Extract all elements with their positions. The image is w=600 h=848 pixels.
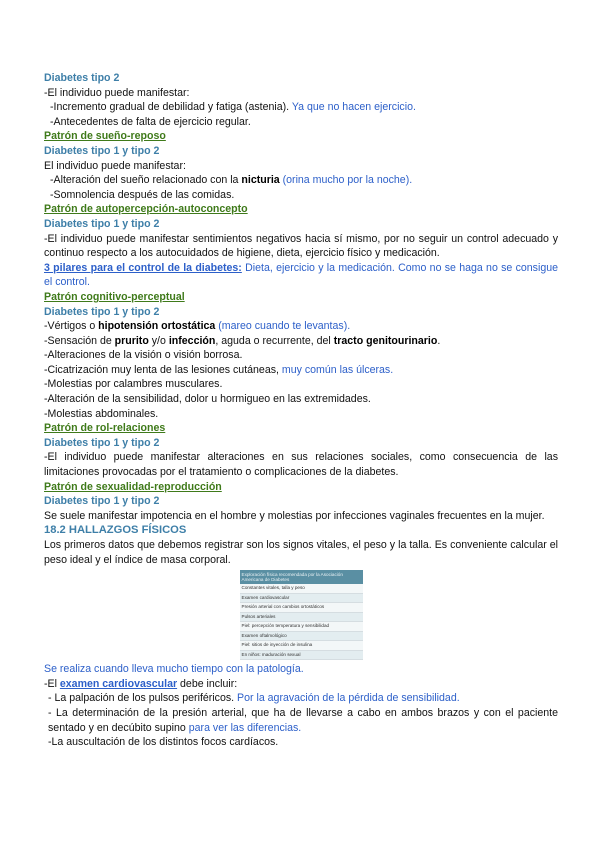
- table-row: Piel: sitios de inyección de insulina: [240, 641, 363, 651]
- table-row: En niños: maduración sexual: [240, 650, 363, 660]
- blue-note: (mareo cuando te levantas).: [215, 320, 351, 333]
- bold-term: prurito: [114, 334, 149, 347]
- list-item: [44, 691, 558, 706]
- pattern-heading-role: Patrón de rol-relaciones: [44, 422, 166, 435]
- table-row: Pulsos arteriales: [240, 612, 363, 622]
- list-item: -La auscultación de los distintos focos cardíacos.: [48, 736, 279, 749]
- item-text: -El: [44, 677, 60, 690]
- item-text: .: [437, 334, 441, 347]
- item-text: -Alteración del sueño relacionado con la: [50, 174, 242, 187]
- item-text: y/o: [148, 334, 169, 347]
- heading-diabetes-types: Diabetes tipo 1 y tipo 2: [44, 436, 160, 449]
- blue-note: Dieta, ejercicio y la medicación. Como no se haga no se consigue el control.: [44, 261, 558, 289]
- blue-note: Ya que no hacen ejercicio.: [289, 101, 416, 114]
- exam-intro: [44, 677, 558, 692]
- document-page: [44, 71, 558, 750]
- pattern-heading-cognitive: Patrón cognitivo-perceptual: [44, 290, 185, 303]
- item-text: - La palpación de los pulsos periféricos.: [48, 692, 235, 705]
- list-item: [44, 334, 558, 349]
- pattern-heading-sexuality: Patrón de sexualidad-reproducción: [44, 480, 222, 493]
- list-item: -Alteraciones de la visión o visión borrosa.: [44, 349, 243, 362]
- heading-diabetes-types: Diabetes tipo 1 y tipo 2: [44, 217, 160, 230]
- item-text: debe incluir:: [177, 677, 238, 690]
- exam-table-wrapper: [44, 570, 558, 660]
- heading-diabetes-type2: Diabetes tipo 2: [44, 72, 120, 84]
- exam-term: examen cardiovascular: [59, 677, 178, 690]
- table-row: Constantes vitales, talla y peso: [240, 584, 363, 593]
- blue-note: muy común las úlceras.: [278, 363, 394, 376]
- item-text: -Sensación de: [44, 334, 115, 347]
- paragraph: Los primeros datos que debemos registrar son los signos vitales, el peso y la talla. Es conveniente calcular el peso ideal y el índice de masa corporal.: [44, 539, 558, 566]
- list-item: -Somnolencia después de las comidas.: [50, 188, 235, 201]
- intro-line: -El individuo puede manifestar:: [44, 86, 190, 99]
- pilares-heading: 3 pilares para el control de la diabetes:: [44, 261, 242, 274]
- list-item: [44, 100, 558, 115]
- heading-diabetes-types: Diabetes tipo 1 y tipo 2: [44, 495, 160, 508]
- blue-note: para ver las diferencias.: [185, 721, 302, 734]
- list-item: [44, 319, 558, 334]
- table-header: Exploración física recomendada por la Asociación Americana de Diabetes: [240, 570, 363, 584]
- item-text: - La determinación de la presión arterial, que ha de llevarse a cabo en ambos brazos y con el paciente sentado y en decúbito supino: [48, 706, 558, 734]
- table-row: Examen oftalmológico: [240, 631, 363, 641]
- table-row: Presión arterial con cambios ortostáticos: [240, 603, 363, 613]
- bold-term: nicturia: [241, 174, 280, 187]
- list-item: [44, 706, 558, 735]
- blue-note: Por la agravación de la pérdida de sensibilidad.: [234, 692, 460, 705]
- item-text: -Cicatrización muy lenta de las lesiones cutáneas,: [44, 363, 279, 376]
- paragraph: -El individuo puede manifestar sentimientos negativos hacia sí mismo, por no seguir un control adecuado y continuo respecto a los autocuidados de higiene, dieta, ejercicio físico y medicación.: [44, 232, 558, 260]
- pattern-heading-selfperception: Patrón de autopercepción-autoconcepto: [44, 203, 248, 216]
- bold-term: hipotensión ortostática: [98, 320, 216, 333]
- table-row: Piel: percepción temperatura y sensibilidad: [240, 622, 363, 632]
- section-title-physical-findings: 18.2 HALLAZGOS FÍSICOS: [44, 524, 187, 537]
- bold-term: tracto genitourinario: [333, 334, 438, 347]
- list-item: -Molestias abdominales.: [44, 407, 159, 420]
- table-note: Se realiza cuando lleva mucho tiempo con la patología.: [44, 663, 304, 676]
- item-text: -Incremento gradual de debilidad y fatiga (astenia).: [50, 101, 290, 114]
- blue-note: (orina mucho por la noche).: [279, 174, 413, 187]
- exam-table: [240, 570, 363, 660]
- pattern-heading-sleep: Patrón de sueño-reposo: [44, 130, 166, 143]
- pilares-paragraph: [44, 261, 558, 290]
- item-text: -Vértigos o: [44, 320, 99, 333]
- list-item: [44, 363, 558, 378]
- list-item: -Antecedentes de falta de ejercicio regular.: [50, 115, 251, 128]
- heading-diabetes-types: Diabetes tipo 1 y tipo 2: [44, 305, 160, 318]
- list-item: [44, 173, 558, 188]
- intro-line: El individuo puede manifestar:: [44, 159, 186, 172]
- item-text: , aguda o recurrente, del: [215, 334, 334, 347]
- list-item: -Alteración de la sensibilidad, dolor u hormigueo en las extremidades.: [44, 393, 371, 406]
- table-row: Examen cardiovascular: [240, 593, 363, 603]
- bold-term: infección: [168, 334, 216, 347]
- list-item: -Molestias por calambres musculares.: [44, 378, 223, 391]
- heading-diabetes-types: Diabetes tipo 1 y tipo 2: [44, 144, 160, 157]
- paragraph: -El individuo puede manifestar alteraciones en sus relaciones sociales, como consecuencia de las limitaciones provocadas por el tratamiento o complicaciones de la diabetes.: [44, 451, 558, 479]
- paragraph: Se suele manifestar impotencia en el hombre y molestias por infecciones vaginales frecuentes en la mujer.: [44, 509, 545, 522]
